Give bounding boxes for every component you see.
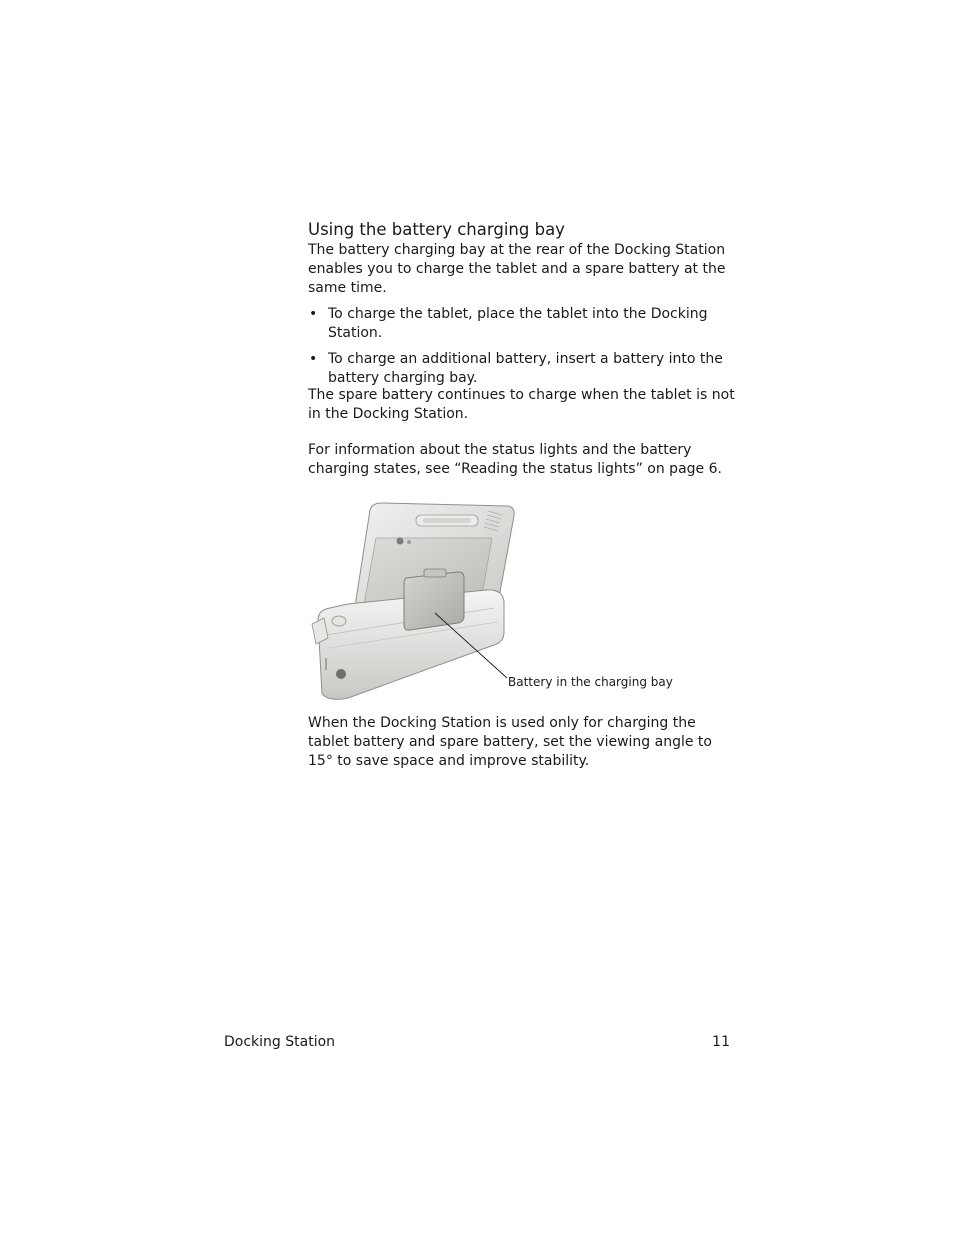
section-heading: Using the battery charging bay — [308, 220, 565, 239]
footer-section-name: Docking Station — [224, 1034, 336, 1050]
viewing-angle-paragraph: When the Docking Station is used only for charging the tablet battery and spare battery, set the viewing angle to 15° to save space and improve stability. — [308, 715, 712, 769]
bullet-list — [308, 305, 738, 395]
footer-page-number: 11 — [712, 1034, 730, 1050]
intro-paragraph: The battery charging bay at the rear of the Docking Station enables you to charge the tablet and a spare battery at the same time. — [308, 242, 726, 296]
status-lights-paragraph: For information about the status lights and the battery charging states, see “Reading the status lights” on page 6. — [308, 442, 722, 477]
bullet-text: To charge the tablet, place the tablet into the Docking Station. — [328, 306, 708, 341]
bullet-item — [308, 350, 738, 388]
bullet-text: To charge an additional battery, insert a battery into the battery charging bay. — [328, 351, 723, 386]
bullet-item — [308, 305, 738, 343]
figure-caption: Battery in the charging bay — [508, 675, 673, 689]
battery-shape — [404, 569, 464, 630]
bullet-marker: • — [309, 351, 318, 367]
docking-station-illustration — [308, 498, 688, 703]
bullet-marker: • — [309, 306, 318, 322]
spare-battery-paragraph: The spare battery continues to charge when the tablet is not in the Docking Station. — [308, 387, 735, 422]
